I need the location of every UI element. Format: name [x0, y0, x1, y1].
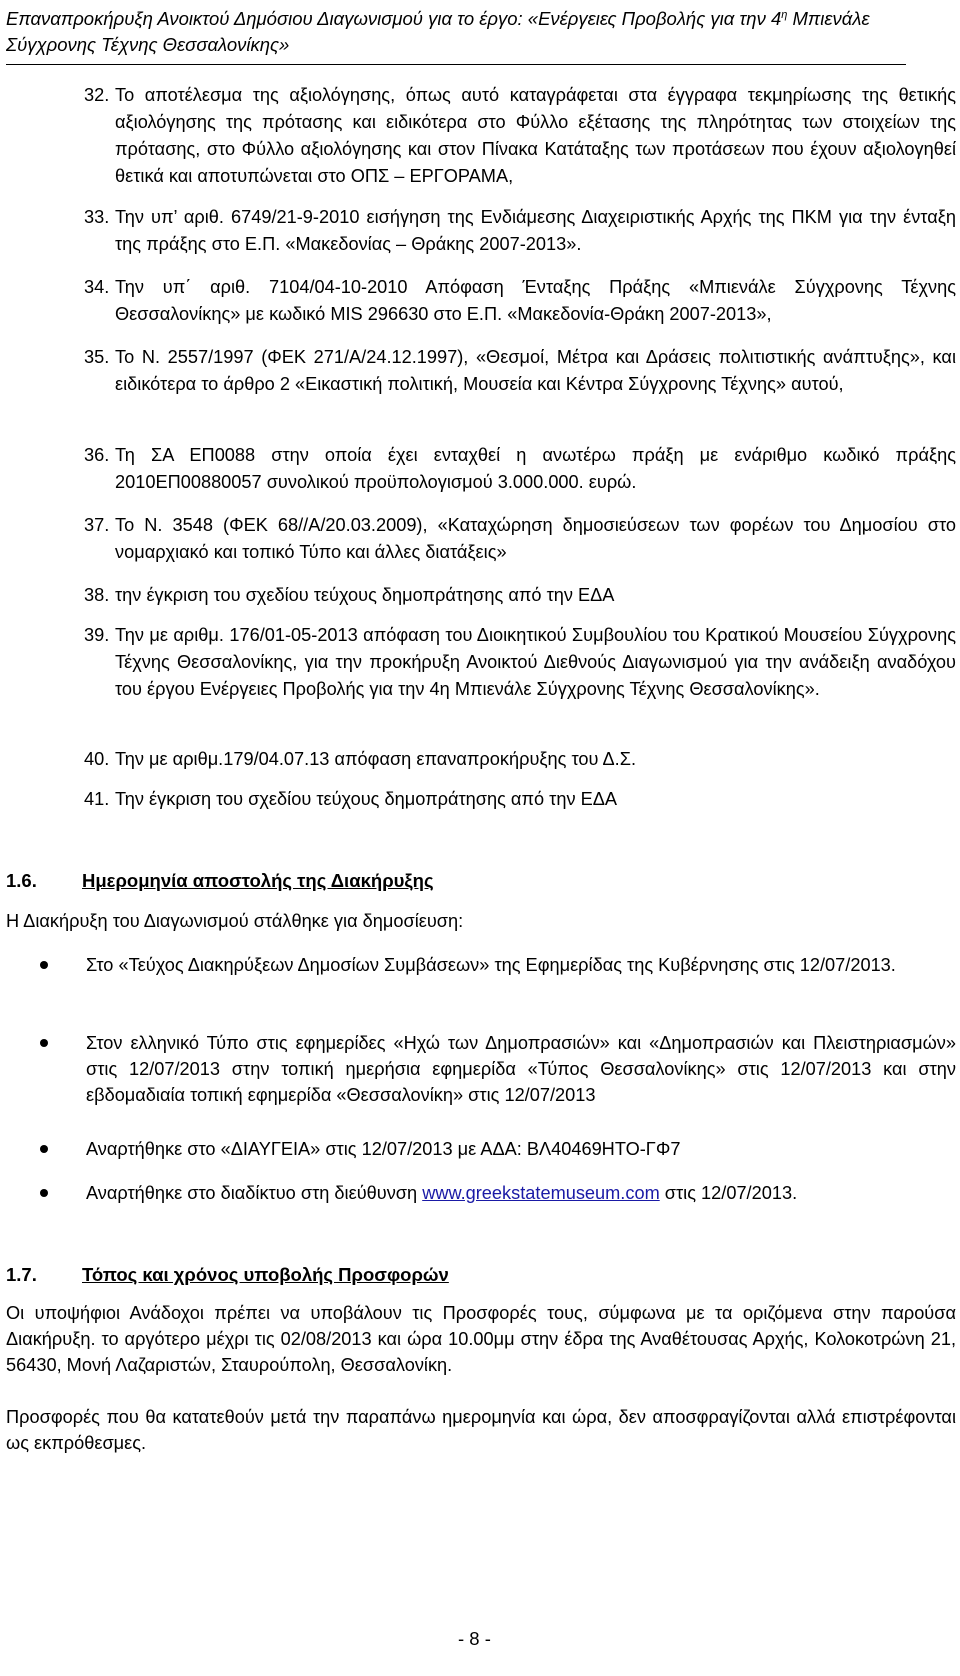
section-number: 1.7.	[6, 1264, 37, 1285]
section-number: 1.6.	[6, 870, 37, 891]
list-item-34	[84, 274, 956, 328]
list-item-text: Την υπ΄ αριθ. 7104/04-10-2010 Απόφαση Ένταξης Πράξης «Μπιενάλε Σύγχρονης Τέχνης Θεσσαλονίκης» με κωδικό MIS 296630 στο Ε.Π. «Μακεδονία-Θράκη 2007-2013»,	[115, 277, 956, 324]
list-item-number: 39.	[84, 625, 110, 645]
section-heading-1-6	[6, 868, 434, 894]
section-paragraph: Προσφορές που θα κατατεθούν μετά την παραπάνω ημερομηνία και ώρα, δεν αποσφραγίζονται αλλά επιστρέφονται ως εκπρόθεσμες.	[6, 1407, 956, 1453]
bullet-text: Στο «Τεύχος Διακηρύξεων Δημοσίων Συμβάσεων» της Εφημερίδας της Κυβέρνησης στις 12/07/2013.	[86, 955, 896, 975]
list-item-33	[84, 204, 956, 258]
header-line-1: Επαναπροκήρυξη Ανοικτού Δημόσιου Διαγωνισμού για το έργο: «Ενέργειες Προβολής για την $4^\eta$ Μπιενάλε	[6, 8, 870, 30]
list-item-text: Την υπ’ αριθ. 6749/21-9-2010 εισήγηση της Ενδιάμεσης Διαχειριστικής Αρχής της ΠΚΜ για την ένταξη της πράξης στο Ε.Π. «Μακεδονίας – Θράκης 2007-2013».	[115, 207, 956, 254]
bullet-item	[40, 1180, 956, 1206]
list-item-text: Το αποτέλεσμα της αξιολόγησης, όπως αυτό καταγράφεται στα έγγραφα τεκμηρίωσης της θετικής αξιολόγησης της πρότασης και ειδικότερα στο Φύλλο εξέτασης της πληρότητας των στοιχείων της πρότασης, στο Φύλλο αξιολόγησης και στον Πίνακα Κατάταξης των προτάσεων που έχουν αξιολογηθεί θετικά και αποτυπώνεται στο ΟΠΣ – ΕΡΓΟΡΑΜΑ,	[115, 85, 956, 186]
list-item-number: 34.	[84, 277, 110, 297]
list-item-37	[84, 512, 956, 566]
list-item-41	[84, 786, 956, 813]
list-item-32	[84, 82, 956, 190]
list-item-text: την έγκριση του σχεδίου τεύχους δημοπράτησης από την ΕΔΑ	[115, 585, 615, 605]
list-item-39	[84, 622, 956, 703]
bullet-item	[40, 1030, 956, 1108]
section-heading-1-7	[6, 1262, 449, 1288]
page-number: - 8 -	[458, 1628, 491, 1649]
bullet-dot-icon	[40, 961, 48, 969]
header-line-2: Σύγχρονης Τέχνης Θεσσαλονίκης»	[6, 34, 290, 56]
bullet-dot-icon	[40, 1145, 48, 1153]
list-item-text: Την με αριθμ. 176/01-05-2013 απόφαση του Διοικητικού Συμβουλίου του Κρατικού Μουσείου Σύγχρονης Τέχνης Θεσσαλονίκης, για την προκήρυξη Ανοικτού Διεθνούς Διαγωνισμού για την ανάδειξη αναδόχου του έργου Ενέργειες Προβολής για την 4η Μπιενάλε Σύγχρονης Τέχνης Θεσσαλονίκης».	[115, 625, 956, 699]
list-item-35	[84, 344, 956, 398]
list-item-number: 38.	[84, 585, 110, 605]
list-item-40	[84, 746, 956, 773]
list-item-number: 35.	[84, 347, 110, 367]
list-item-38	[84, 582, 956, 609]
website-link[interactable]: www.greekstatemuseum.com	[422, 1183, 660, 1203]
list-item-number: 36.	[84, 445, 110, 465]
list-item-text: Την με αριθμ.179/04.07.13 απόφαση επαναπροκήρυξης του Δ.Σ.	[115, 749, 636, 769]
list-item-36	[84, 442, 956, 496]
list-item-text: Το Ν. 2557/1997 (ΦΕΚ 271/Α/24.12.1997), «Θεσμοί, Μέτρα και Δράσεις πολιτιστικής ανάπτυξης», και ειδικότερα το άρθρο 2 «Εικαστική πολιτική, Μουσεία και Κέντρα Σύγχρονης Τέχνης» αυτού,	[115, 347, 956, 394]
bullet-dot-icon	[40, 1189, 48, 1197]
list-item-number: 40.	[84, 749, 110, 769]
section-title: Ημερομηνία αποστολής της Διακήρυξης	[82, 870, 434, 891]
list-item-number: 33.	[84, 207, 110, 227]
bullet-item	[40, 952, 956, 978]
section-intro: Η Διακήρυξη του Διαγωνισμού στάλθηκε για δημοσίευση:	[6, 911, 464, 931]
list-item-text: Την έγκριση του σχεδίου τεύχους δημοπράτησης από την ΕΔΑ	[115, 789, 618, 809]
bullet-item	[40, 1136, 956, 1162]
list-item-text: Το Ν. 3548 (ΦΕΚ 68//Α/20.03.2009), «Καταχώρηση δημοσιεύσεων των φορέων του Δημοσίου στο νομαρχιακό και τοπικό Τύπο και άλλες διατάξεις»	[115, 515, 956, 562]
list-item-number: 37.	[84, 515, 110, 535]
list-item-number: 41.	[84, 789, 110, 809]
section-paragraph: Οι υποψήφιοι Ανάδοχοι πρέπει να υποβάλουν τις Προσφορές τους, σύμφωνα με τα οριζόμενα στην παρούσα Διακήρυξη. το αργότερο μέχρι τις 02/08/2013 και ώρα 10.00μμ στην έδρα της Αναθέτουσας Αρχής, Κολοκοτρώνη 21, 56430, Μονή Λαζαριστών, Σταυρούπολη, Θεσσαλονίκη.	[6, 1303, 956, 1375]
list-item-number: 32.	[84, 85, 110, 105]
list-item-text: Τη ΣΑ ΕΠ0088 στην οποία έχει ενταχθεί η ανωτέρω πράξη με ενάριθμο κωδικό πράξης 2010ΕΠ00880057 συνολικού προϋπολογισμού 3.000.000. ευρώ.	[115, 445, 956, 492]
page-header	[6, 2, 906, 65]
bullet-text: Στον ελληνικό Τύπο στις εφημερίδες «Ηχώ των Δημοπρασιών» και «Δημοπρασιών και Πλειστηριασμών» στις 12/07/2013 στην τοπική ημερήσια εφημερίδα «Τύπος Θεσσαλονίκης» στις 12/07/2013 και στην εβδομαδιαία τοπική εφημερίδα «Θεσσαλονίκη» στις 12/07/2013	[86, 1033, 956, 1105]
bullet-dot-icon	[40, 1039, 48, 1047]
bullet-text: Αναρτήθηκε στο διαδίκτυο στη διεύθυνση www.greekstatemuseum.com στις 12/07/2013.	[86, 1183, 798, 1203]
section-title: Τόπος και χρόνος υποβολής Προσφορών	[82, 1264, 449, 1285]
bullet-text: Αναρτήθηκε στο «ΔΙΑΥΓΕΙΑ» στις 12/07/2013 με ΑΔΑ: ΒΛ40469ΗΤΟ-ΓΦ7	[86, 1139, 681, 1159]
